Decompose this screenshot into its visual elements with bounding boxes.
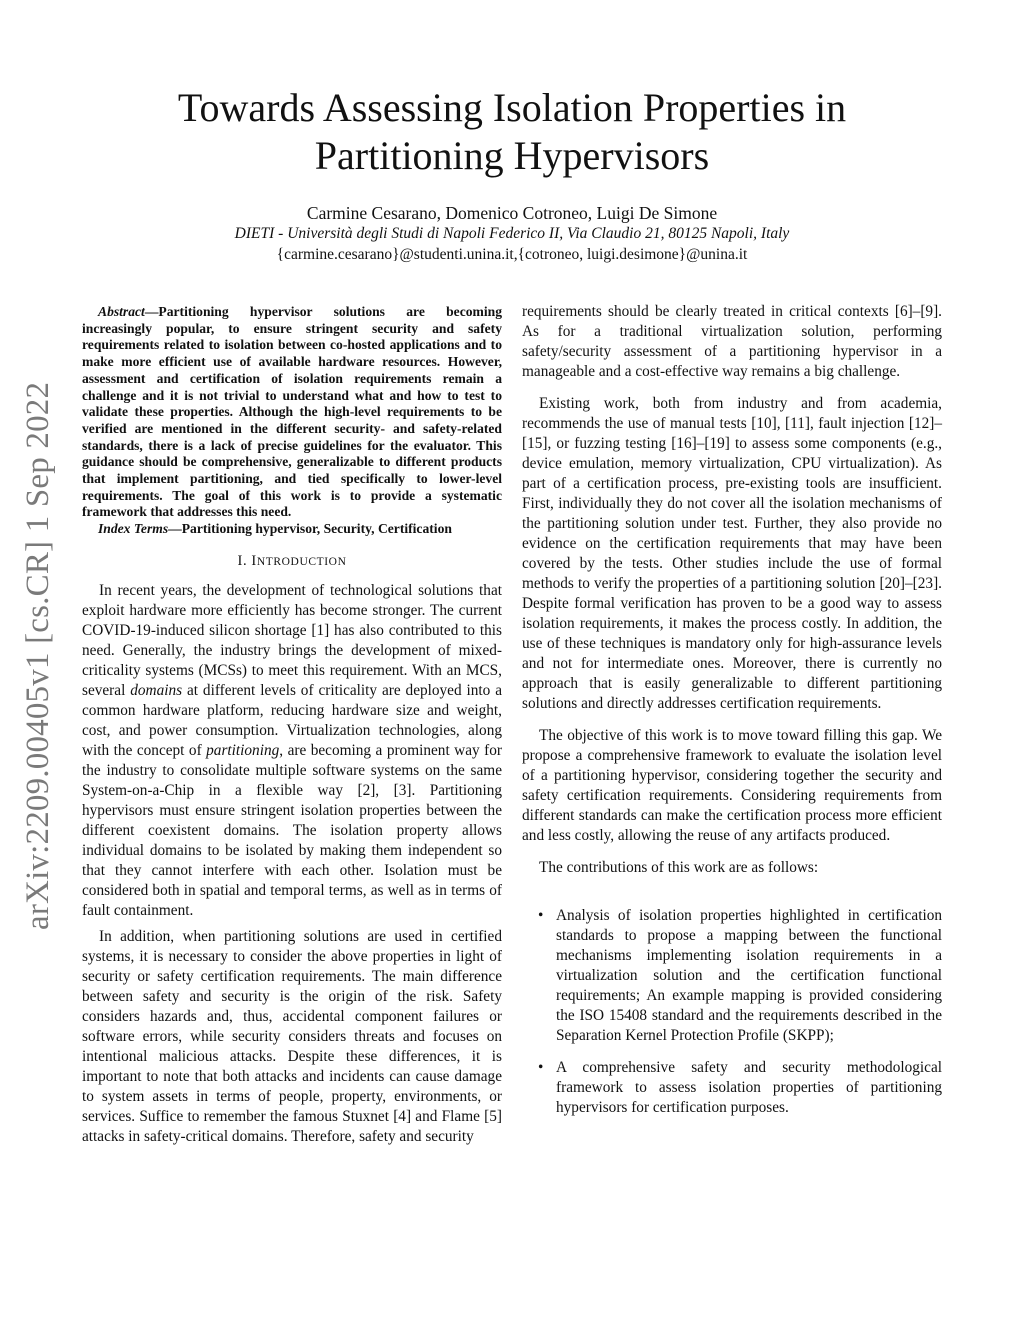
title-line-2: Partitioning Hypervisors [314, 133, 710, 178]
index-terms-text: —Partitioning hypervisor, Security, Certification [168, 521, 452, 537]
abstract-text: —Partitioning hypervisor solutions are becoming increasingly popular, to ensure stringent security and safety requirements related to isolation between co-hosted applications and to make more efficient use of available hardware resources. However, assessment and certification of isolation requirements remain a challenge and it is not trivial to understand what and how to test to validate these properties. Although the high-level requirements to be verified are mentioned in the different security- and safety-related standards, there is a lack of precise guidelines for the evaluator. This guidance should be comprehensive, generalizable to different products that implement partitioning, and tied specifically to lower-level requirements. The goal of this work is to provide a systematic framework that addresses this need. [82, 304, 502, 520]
paragraph: The objective of this work is to move toward filling this gap. We propose a comprehensive framework to evaluate the isolation level of a partitioning hypervisor, considering together the security and safety certification requirements. Considering requirements from different standards can make the certification process more efficient and less costly, allowing the reuse of any artifacts produced. [522, 727, 942, 844]
contributions-list [522, 906, 942, 1118]
left-column [82, 304, 502, 1153]
right-column [522, 302, 942, 1130]
paragraph: In addition, when partitioning solutions are used in certified systems, it is necessary to consider the above properties in light of security or safety certification requirements. The main difference between safety and security is the origin of the risk. Safety considers hazards and, thus, accidental component failures or software errors, while security considers threats and focuses on intentional malicious attacks. Despite these differences, it is important to note that both attacks and incidents can cause damage to system assets in terms of people, property, environments, or services. Suffice to remember the famous Stuxnet [4] and Flame [5] attacks in safety-critical domains. Therefore, safety and security [82, 927, 502, 1145]
abstract-label: Abstract [98, 304, 145, 319]
title-line-1: Towards Assessing Isolation Properties in [177, 85, 847, 130]
index-terms [82, 521, 502, 538]
bullet-icon: • [538, 1059, 544, 1076]
abstract [82, 304, 502, 521]
paper-title [100, 84, 924, 180]
arxiv-identifier[interactable]: arXiv:2209.00405v1 [cs.CR] 1 Sep 2022 [20, 381, 56, 930]
paragraph: In recent years, the development of technological solutions that exploit hardware more efficiently has become stronger. The current COVID-19-induced silicon shortage [1] has also contributed to this need. Generally, the industry brings the development of mixed-criticality systems (MCSs) to meet this requirement. With an MCS, several domains at different levels of criticality are deployed into a common hardware platform, reducing hardware size and weight, cost, and power consumption. Virtualization technologies, along with the concept of partitioning, are becoming a prominent way for the industry to consolidate multiple software systems on the same System-on-a-Chip in a flexible way [2], [3]. Partitioning hypervisors must ensure stringent isolation properties between the different coexistent domains. The isolation property allows individual domains to be isolated by making them independent so that they cannot interfere with each other. Isolation must be considered both in spatial and temporal terms, as well as in terms of fault containment. [82, 581, 503, 919]
list-item: • Analysis of isolation properties highlighted in certification standards to propose a mapping between the functional mechanisms implementing isolation requirements in a virtualization solution and the certification functional requirements; An example mapping is provided considering the ISO 15408 standard and the requirements described in the Separation Kernel Protection Profile (SKPP); [538, 907, 942, 1044]
paragraph: Existing work, both from industry and from academia, recommends the use of manual tests [10], [11], fault injection [12]–[15], or fuzzing testing [16]–[19] to assess some components (e.g., device emulation, memory virtualization, CPU virtualization). As part of a certification process, pre-existing tools are insufficient. First, individually they do not cover all the isolation mechanisms of the partitioning solution under test. Further, they also provide no evidence on the certification requirements that may have been covered by the tests. Other studies include the use of formal methods to verify the properties of a partitioning solution [20]–[23]. Despite formal verification has proven to be a good way to assess isolation requirements, it makes the process costly. In addition, the use of these techniques is mandatory only for high-assurance levels and not for intermediate ones. Moreover, there is currently no approach that is easily generalizable to different partitioning solutions and directly addresses certification requirements. [522, 395, 942, 712]
index-terms-label: Index Terms [98, 521, 169, 537]
affiliation: DIETI - Università degli Studi di Napoli Federico II, Via Claudio 21, 80125 Napoli, Italy [234, 225, 790, 242]
paragraph: requirements should be clearly treated in critical contexts [6]–[9]. As for a traditional virtualization solution, performing safety/security assessment of a partitioning hypervisor in a manageable and a cost-effective way remains a big challenge. [522, 303, 942, 380]
author-list: Carmine Cesarano, Domenico Cotroneo, Luigi De Simone [306, 203, 718, 223]
list-item: • A comprehensive safety and security methodological framework to assess isolation properties of partitioning hypervisors for certification purposes. [538, 1059, 942, 1116]
introduction-body [82, 581, 502, 1147]
bullet-icon: • [538, 907, 544, 924]
introduction-body-continued [522, 302, 942, 878]
author-emails: {carmine.cesarano}@studenti.unina.it,{cotroneo, luigi.desimone}@unina.it [276, 246, 748, 263]
section-heading-introduction: I. INTRODUCTION [237, 552, 347, 569]
paragraph: The contributions of this work are as follows: [539, 859, 819, 876]
